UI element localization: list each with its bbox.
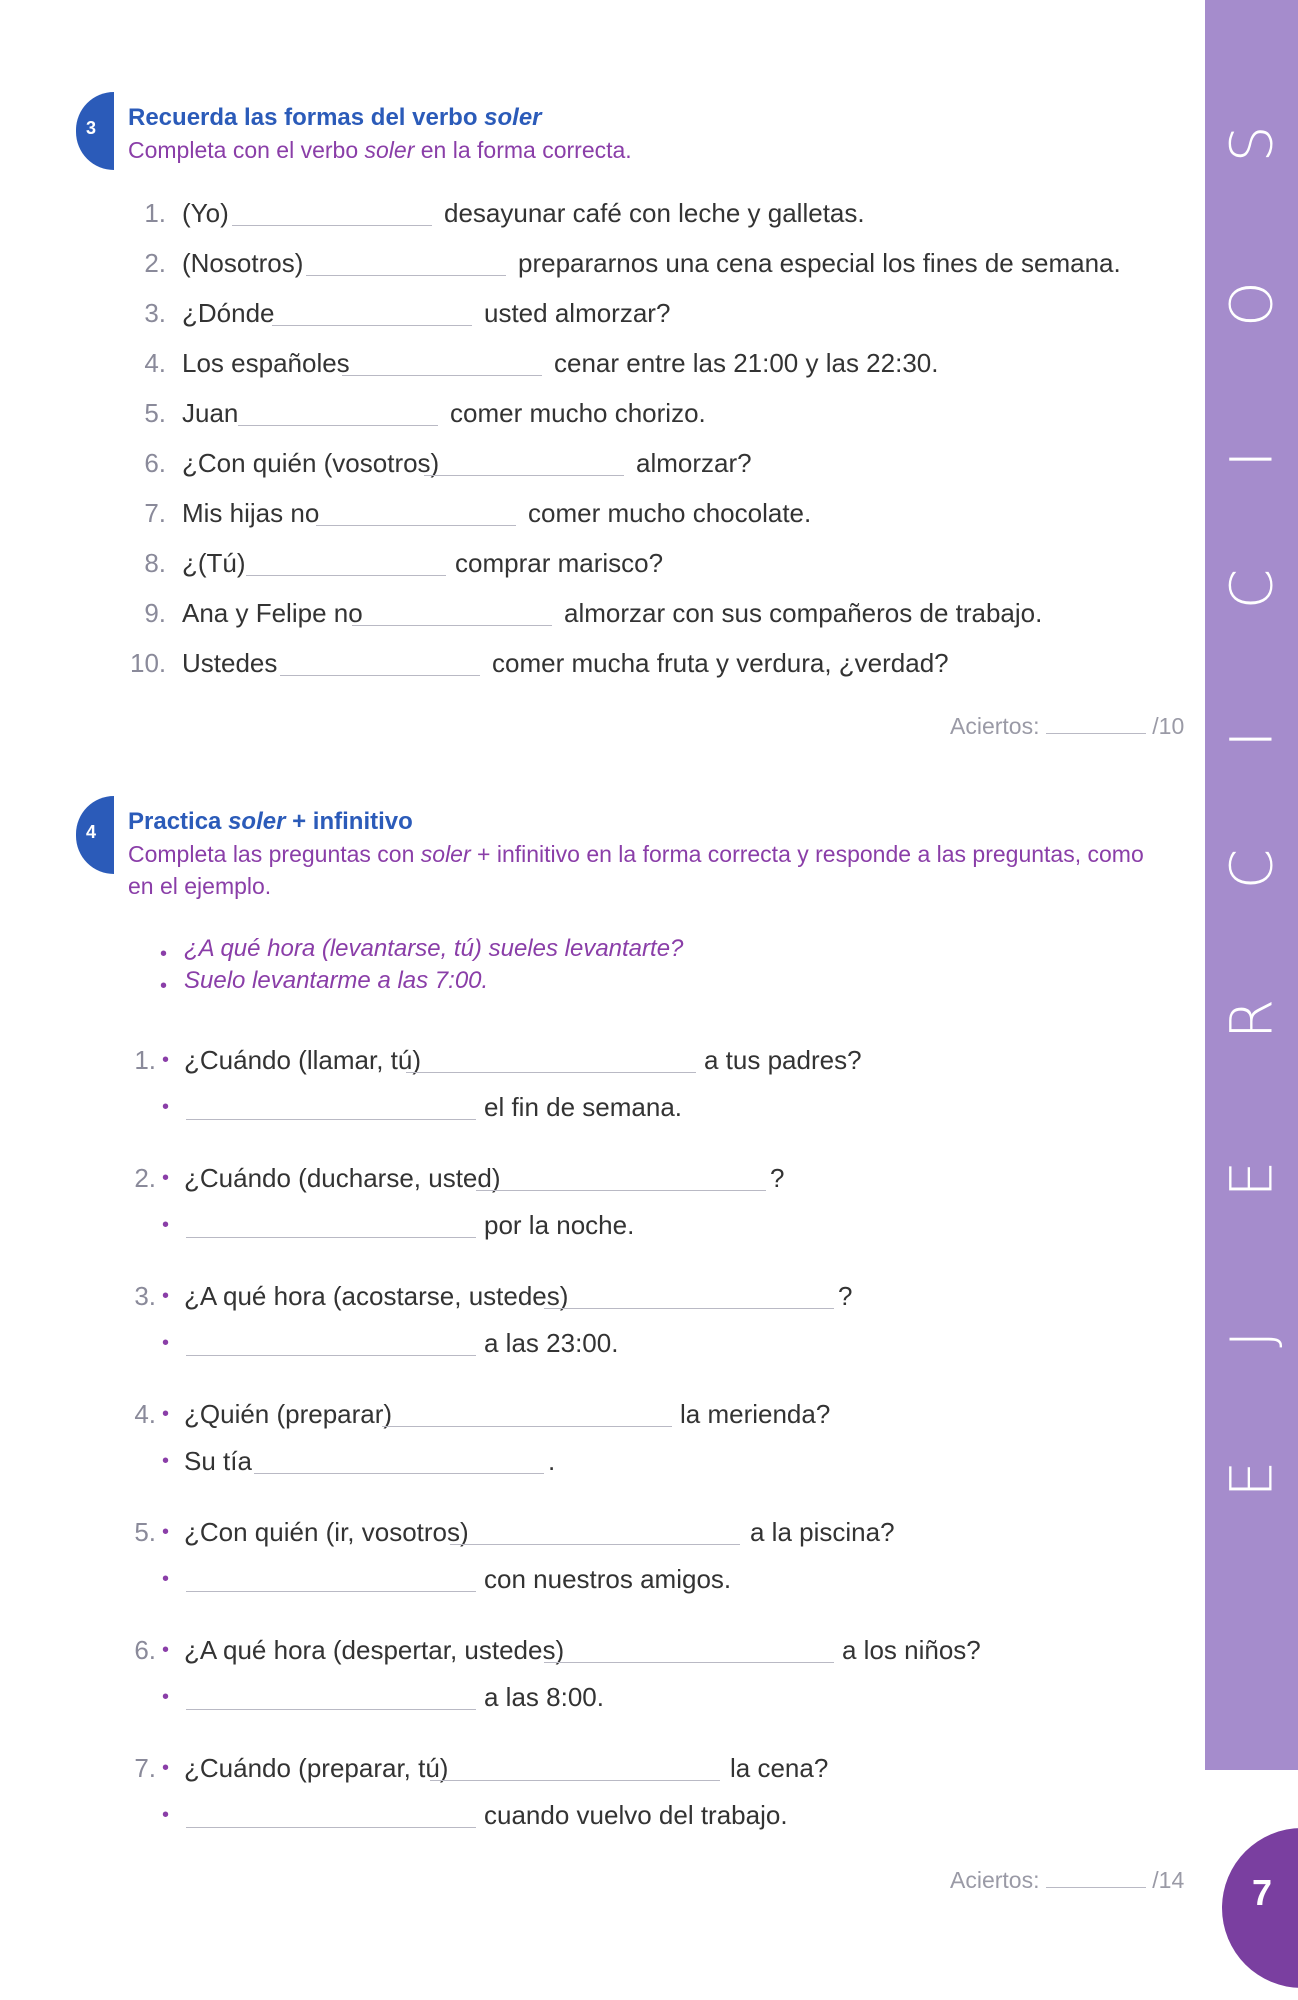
answer-blank[interactable] [544,1662,834,1663]
example-bullet: • [160,943,168,965]
answer-blank[interactable] [238,425,438,426]
sidebar-letter: I [1217,730,1286,748]
answer-blank[interactable] [186,1237,476,1238]
answer-blank[interactable] [186,1591,476,1592]
exercise-4-score: Aciertos: /14 [950,1867,1185,1893]
answer-blank[interactable] [352,625,552,626]
answer-blank[interactable] [342,375,542,376]
sidebar-letter: C [1217,848,1286,890]
sidebar-letter: S [1217,125,1286,163]
exercise-4-instruction: Completa las preguntas con soler + infinitivo en la forma correcta y responde a las preguntas, como en el ejemplo. [128,841,1144,899]
answer-blank[interactable] [382,1426,672,1427]
answer-blank[interactable] [272,325,472,326]
exercise-4-badge: 4 [76,796,114,874]
exercise-3-badge: 3 [76,92,114,170]
exercise-3-title: Recuerda las formas del verbo soler [128,104,542,131]
example-question: ¿A qué hora (levantarse, tú) sueles levantarte? [184,935,684,962]
answer-blank[interactable] [430,1780,720,1781]
page-number-badge [1222,1828,1298,1988]
answer-blank[interactable] [186,1709,476,1710]
answer-blank[interactable] [406,1072,696,1073]
sidebar-letter: E [1217,1160,1286,1198]
sidebar-letter: O [1217,281,1286,327]
answer-blank[interactable] [316,525,516,526]
answer-blank[interactable] [450,1544,740,1545]
answer-blank[interactable] [306,275,506,276]
sidebar-ejercicios [1205,0,1298,1770]
sidebar-letter: J [1217,1330,1286,1348]
answer-blank[interactable] [254,1473,544,1474]
answer-blank[interactable] [280,675,480,676]
exercise-4-title: Practica soler + infinitivo [128,808,413,835]
exercise-3-score: Aciertos: /10 [950,713,1185,739]
sidebar-letter: E [1217,1460,1286,1498]
answer-blank[interactable] [424,475,624,476]
score-blank[interactable] [1046,1887,1146,1888]
example-bullet: • [160,975,168,997]
answer-blank[interactable] [476,1190,766,1191]
answer-blank[interactable] [186,1355,476,1356]
score-blank[interactable] [1046,733,1146,734]
page-number: 7 [1251,1872,1273,1913]
answer-blank[interactable] [186,1119,476,1120]
example-answer: Suelo levantarme a las 7:00. [184,967,489,994]
sidebar-letter: I [1217,450,1286,468]
answer-blank[interactable] [186,1827,476,1828]
exercise-3-instruction: Completa con el verbo soler en la forma correcta. [128,137,632,163]
answer-blank[interactable] [246,575,446,576]
answer-blank[interactable] [544,1308,834,1309]
sidebar-letter: C [1217,568,1286,610]
sidebar-letter: R [1217,998,1286,1040]
answer-blank[interactable] [232,225,432,226]
